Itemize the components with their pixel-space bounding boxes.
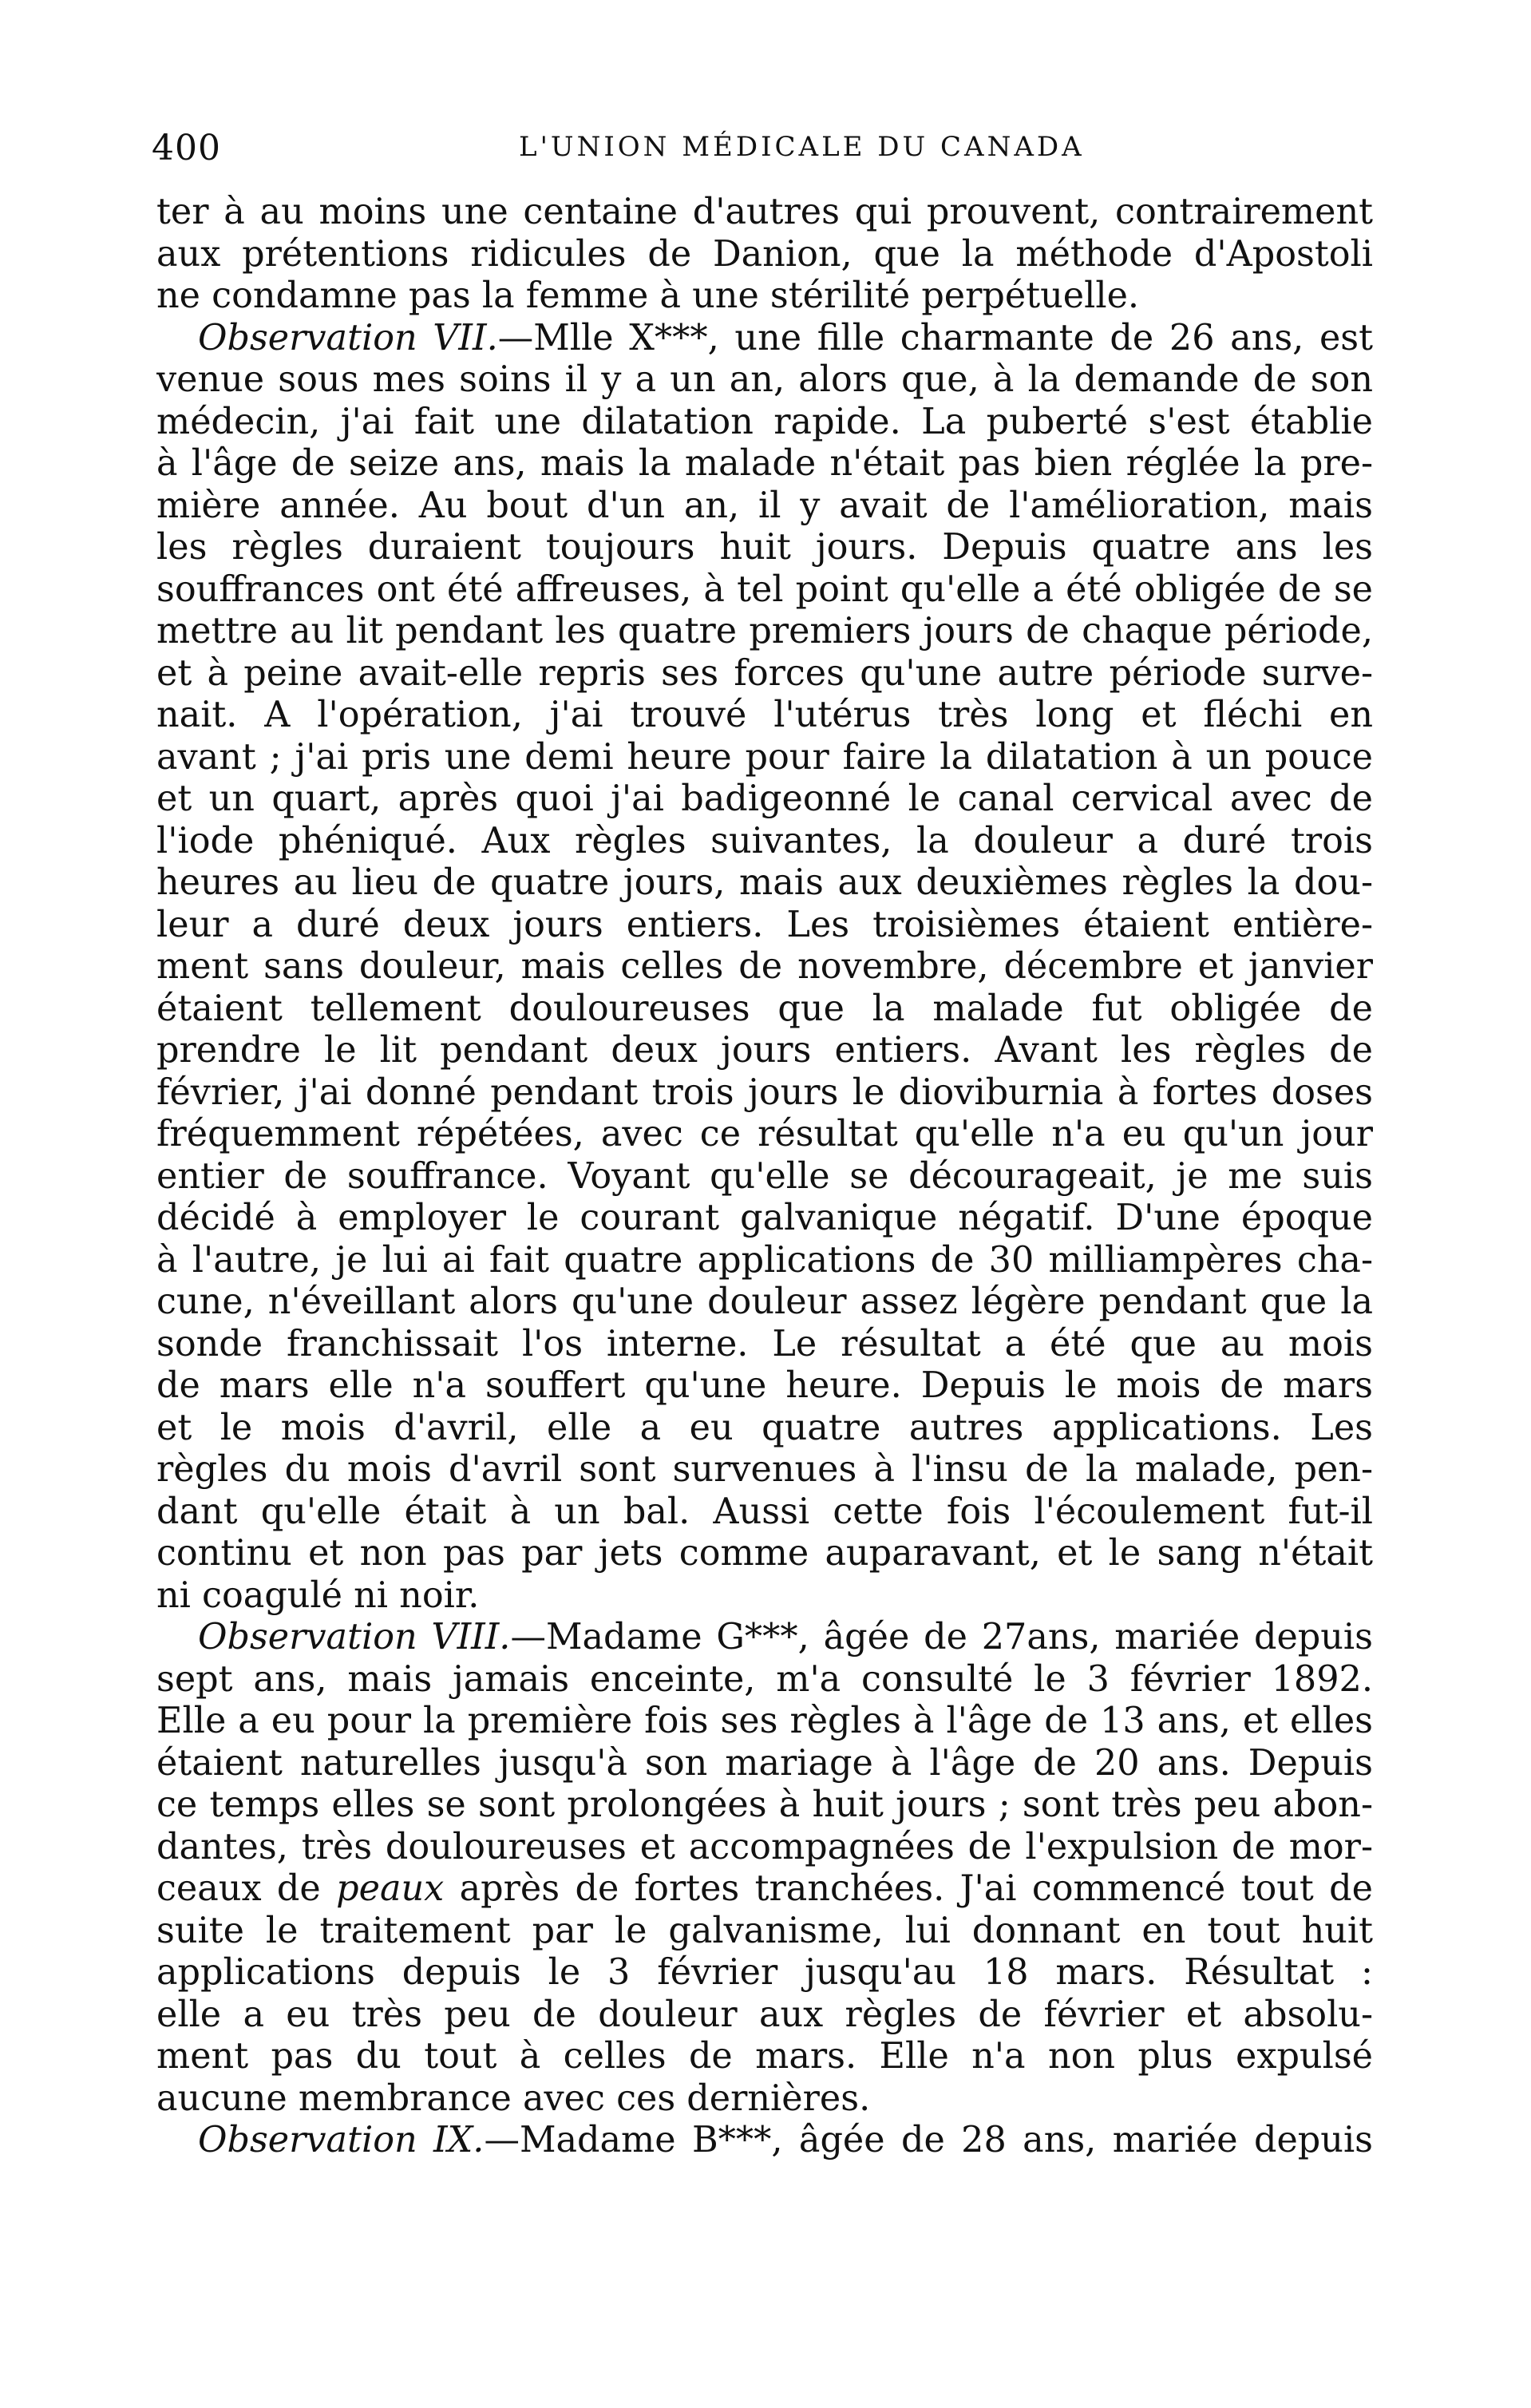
- text-segment: ni coagulé ni noir.: [156, 1574, 480, 1616]
- text-line: [156, 988, 1373, 1031]
- text-line: [156, 1114, 1373, 1156]
- text-segment: février, j'ai donné pendant trois jours le dioviburnia à fortes doses: [156, 1071, 1373, 1113]
- observation-label: Observation VIII.: [198, 1617, 511, 1657]
- journal-title: L'UNION MÉDICALE DU CANADA: [519, 131, 1085, 163]
- text-line: [156, 821, 1373, 863]
- text-segment: entier de souffrance. Voyant qu'elle se décourageait, je me suis: [156, 1155, 1373, 1197]
- text-segment: ment sans douleur, mais celles de novembre, décembre et janvier: [156, 946, 1373, 987]
- page-number: 400: [152, 128, 221, 168]
- text-segment: dantes, très douloureuses et accompagnées de l'expulsion de mor-: [156, 1826, 1373, 1867]
- text-line: [156, 1994, 1373, 2037]
- text-line: [156, 1952, 1373, 1994]
- text-line: [156, 402, 1373, 444]
- text-segment: suite le traitement par le galvanisme, lui donnant en tout huit: [156, 1910, 1373, 1951]
- text-line: [156, 1701, 1373, 1743]
- text-segment: leur a duré deux jours entiers. Les troisièmes étaient entière-: [156, 904, 1373, 945]
- text-line: [156, 569, 1373, 612]
- text-segment: règles du mois d'avril sont survenues à l'insu de la malade, pen-: [156, 1449, 1373, 1490]
- text-line: [156, 1659, 1373, 1701]
- text-segment: venue sous mes soins il y a un an, alors que, à la demande de son: [156, 359, 1373, 400]
- text-segment: —Madame B***, âgée de 28 ans, mariée depuis: [484, 2120, 1373, 2160]
- italic-word: peaux: [336, 1868, 445, 1909]
- text-segment: Elle a eu pour la première fois ses règles à l'âge de 13 ans, et elles: [156, 1701, 1373, 1741]
- text-line: [156, 527, 1373, 569]
- text-segment: médecin, j'ai fait une dilatation rapide. La puberté s'est établie: [156, 401, 1373, 442]
- text-segment: ne condamne pas la femme à une stérilité perpétuelle.: [156, 275, 1140, 316]
- text-line: [156, 1743, 1373, 1785]
- text-line: [156, 862, 1373, 905]
- text-line: [156, 1449, 1373, 1491]
- text-line: [156, 2036, 1373, 2078]
- text-line: [156, 1072, 1373, 1115]
- text-line: [156, 695, 1373, 737]
- body-text: [156, 192, 1373, 2162]
- observation-label: Observation IX.: [198, 2120, 485, 2160]
- text-line: [156, 1365, 1373, 1408]
- text-segment: elle a eu très peu de douleur aux règles de février et absolu-: [156, 1994, 1373, 2035]
- text-line: [156, 1491, 1373, 1534]
- text-segment: mière année. Au bout d'un an, il y avait de l'amélioration, mais: [156, 485, 1373, 526]
- text-line: [156, 2078, 1373, 2121]
- text-segment: applications depuis le 3 février jusqu'au 18 mars. Résultat :: [156, 1952, 1373, 1993]
- text-segment: —Madame G***, âgée de 27ans, mariée depuis: [510, 1617, 1373, 1657]
- text-segment: à l'autre, je lui ai fait quatre applications de 30 milliampères cha-: [156, 1239, 1373, 1281]
- text-segment: cune, n'éveillant alors qu'une douleur assez légère pendant que la: [156, 1281, 1373, 1322]
- text-line: [156, 485, 1373, 528]
- text-segment: les règles duraient toujours huit jours. Depuis quatre ans les: [156, 527, 1373, 568]
- text-segment: et à peine avait-elle repris ses forces qu'une autre période surve-: [156, 652, 1373, 694]
- text-line: [156, 1240, 1373, 1282]
- text-segment: aucune membrance avec ces dernières.: [156, 2077, 871, 2119]
- text-line: [156, 737, 1373, 779]
- text-segment: étaient naturelles jusqu'à son mariage à l'âge de 20 ans. Depuis: [156, 1742, 1373, 1784]
- text-line: [156, 234, 1373, 276]
- text-segment: ceaux de: [156, 1868, 337, 1909]
- text-line: [156, 1575, 1373, 1618]
- text-line: [156, 318, 1373, 360]
- text-segment: mettre au lit pendant les quatre premiers jours de chaque période,: [156, 611, 1373, 652]
- text-line: [156, 1198, 1373, 1240]
- text-segment: après de fortes tranchées. J'ai commencé tout de: [444, 1868, 1373, 1909]
- text-segment: prendre le lit pendant deux jours entiers. Avant les règles de: [156, 1030, 1373, 1071]
- text-line: [156, 905, 1373, 947]
- text-segment: ter à au moins une centaine d'autres qui prouvent, contrairement: [156, 192, 1373, 232]
- text-line: [156, 192, 1373, 234]
- text-segment: décidé à employer le courant galvanique négatif. D'une époque: [156, 1198, 1373, 1238]
- text-line: [156, 946, 1373, 988]
- text-line: [156, 443, 1373, 485]
- text-line: [156, 1030, 1373, 1072]
- text-segment: de mars elle n'a souffert qu'une heure. Depuis le mois de mars: [156, 1365, 1373, 1406]
- text-segment: heures au lieu de quatre jours, mais aux deuxièmes règles la dou-: [156, 862, 1373, 903]
- text-segment: continu et non pas par jets comme auparavant, et le sang n'était: [156, 1533, 1373, 1574]
- text-segment: dant qu'elle était à un bal. Aussi cette fois l'écoulement fut-il: [156, 1491, 1373, 1532]
- text-segment: et un quart, après quoi j'ai badigeonné le canal cervical avec de: [156, 778, 1373, 819]
- text-segment: nait. A l'opération, j'ai trouvé l'utérus très long et fléchi en: [156, 695, 1373, 735]
- text-segment: avant ; j'ai pris une demi heure pour faire la dilatation à un pouce: [156, 736, 1373, 778]
- text-line: [156, 1156, 1373, 1198]
- text-segment: étaient tellement douloureuses que la malade fut obligée de: [156, 988, 1373, 1029]
- running-head: [152, 128, 1381, 176]
- text-line: [156, 1911, 1373, 1953]
- text-segment: ment pas du tout à celles de mars. Elle n'a non plus expulsé: [156, 2036, 1373, 2077]
- text-line: [156, 1533, 1373, 1575]
- text-line: [156, 1617, 1373, 1659]
- text-segment: et le mois d'avril, elle a eu quatre autres applications. Les: [156, 1407, 1373, 1448]
- text-line: [156, 1784, 1373, 1827]
- text-segment: à l'âge de seize ans, mais la malade n'était pas bien réglée la pre-: [156, 443, 1373, 484]
- text-segment: l'iode phéniqué. Aux règles suivantes, la douleur a duré trois: [156, 820, 1373, 861]
- text-line: [156, 611, 1373, 653]
- observation-label: Observation VII.: [198, 317, 498, 358]
- text-line: [156, 275, 1373, 318]
- text-line: [156, 1408, 1373, 1450]
- text-line: [156, 1868, 1373, 1911]
- text-line: [156, 359, 1373, 402]
- text-line: [156, 778, 1373, 821]
- text-segment: ce temps elles se sont prolongées à huit jours ; sont très peu abon-: [156, 1784, 1373, 1825]
- text-segment: —Mlle X***, une fille charmante de 26 ans, est: [497, 317, 1373, 358]
- text-line: [156, 653, 1373, 695]
- text-line: [156, 1281, 1373, 1324]
- text-segment: aux prétentions ridicules de Danion, que la méthode d'Apostoli: [156, 233, 1373, 275]
- text-segment: sept ans, mais jamais enceinte, m'a consulté le 3 février 1892.: [156, 1658, 1373, 1700]
- text-line: [156, 1324, 1373, 1366]
- text-segment: souffrances ont été affreuses, à tel point qu'elle a été obligée de se: [156, 568, 1373, 610]
- text-line: [156, 2120, 1373, 2162]
- text-segment: sonde franchissait l'os interne. Le résultat a été que au mois: [156, 1323, 1373, 1364]
- text-line: [156, 1827, 1373, 1869]
- text-segment: fréquemment répétées, avec ce résultat qu'elle n'a eu qu'un jour: [156, 1114, 1373, 1154]
